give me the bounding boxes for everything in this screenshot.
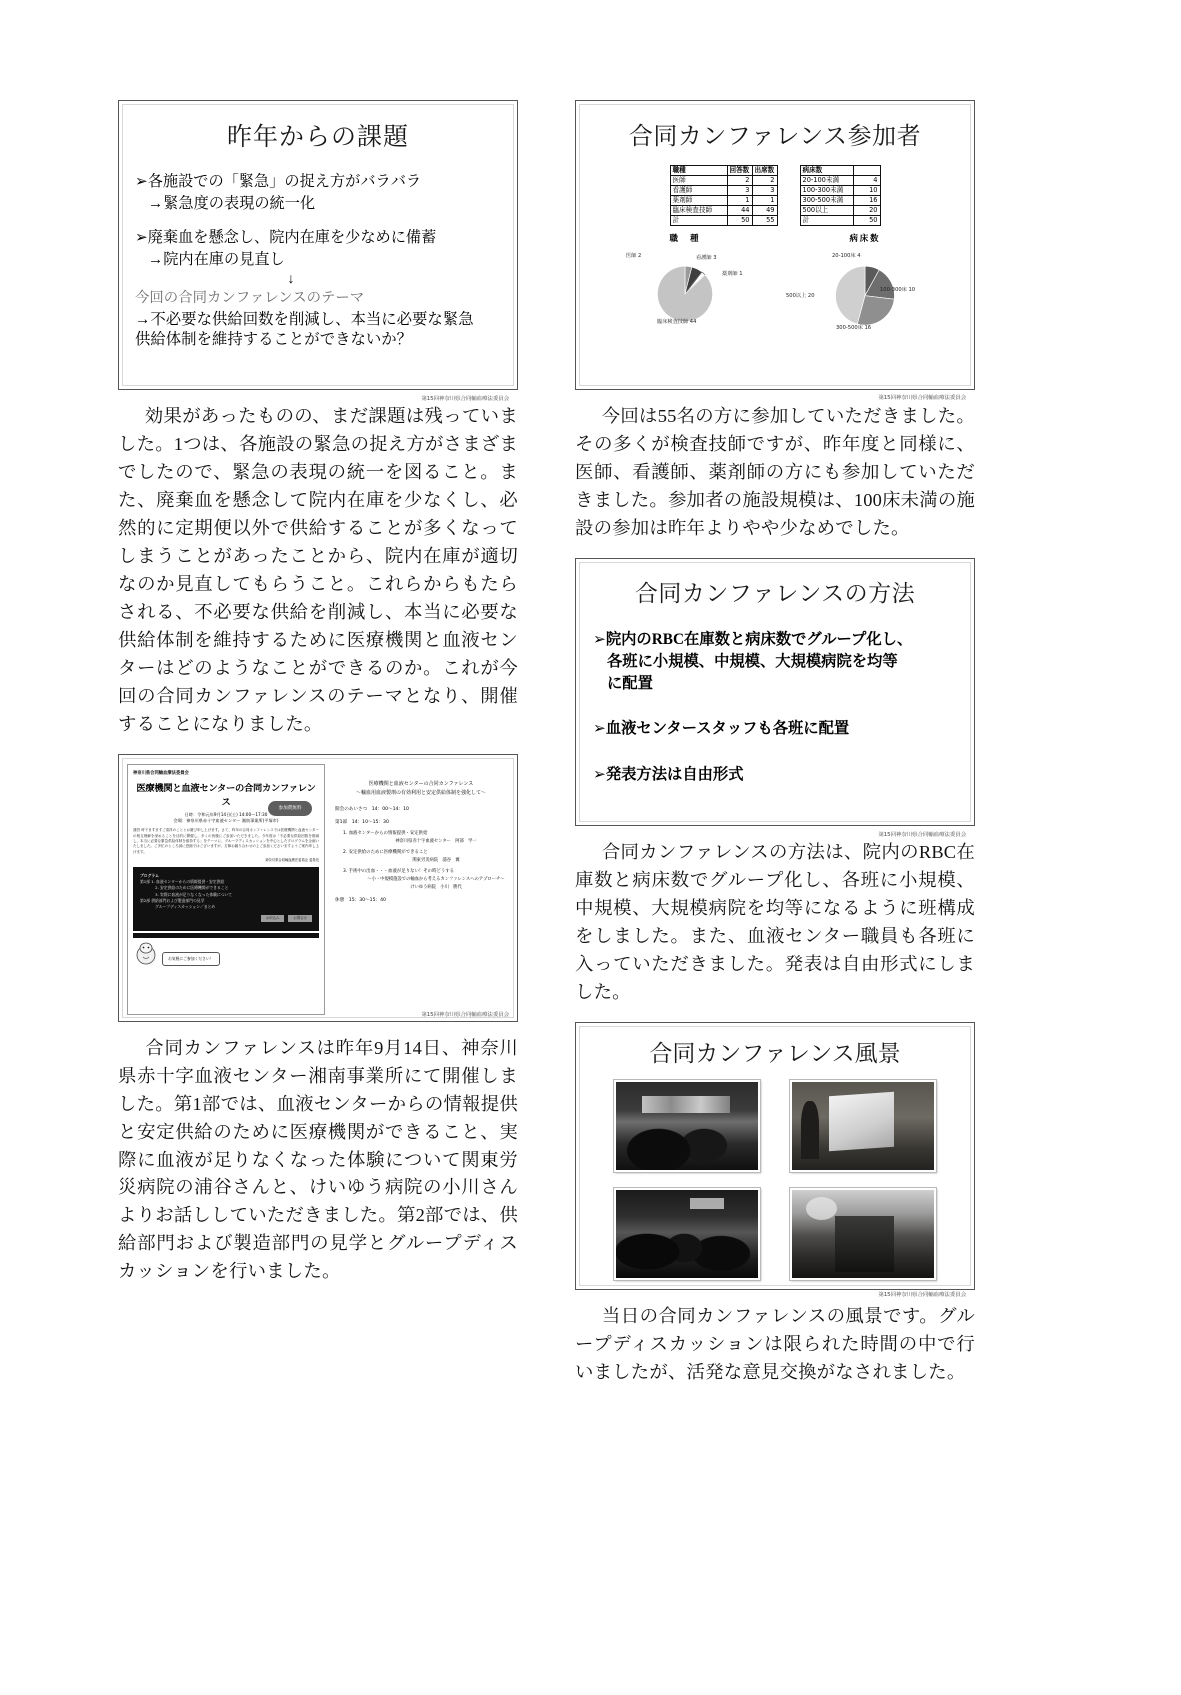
slide1-body xyxy=(135,171,517,350)
right-column xyxy=(575,100,975,1402)
col-bed-count: 病床数 xyxy=(800,166,853,176)
flyer-program-line: 第1部 1. 血液センターからの情報提供・安定供給 xyxy=(140,879,225,885)
bullet-marker: ➢ xyxy=(135,172,148,190)
flyer-program-box xyxy=(133,867,319,931)
flyer-mascot-area xyxy=(133,942,319,966)
left-column xyxy=(118,100,518,1301)
slide4-bullet-3: ➢発表方法は自由形式 xyxy=(593,764,744,783)
participant-tables xyxy=(576,165,974,226)
table-row: 薬剤師 1 1 xyxy=(670,196,777,206)
paragraph-left-2: 合同カンファレンスは昨年9月14日、神奈川県赤十字血液センター湘南事業所にて開催しました。第1部では、血液センターからの情報提供と安定供給のために医療機関ができること、実際に血液が足りなくなった体験について関東労災病院の浦谷さんと、けいゆう病院の小川さんよりお話ししていただきました。第2部では、供給部門および製造部門の見学とグループディスカッションを行いました。 xyxy=(118,1037,518,1282)
bullet-marker: ➢ xyxy=(593,764,606,783)
slide-conference-method xyxy=(575,558,975,838)
table-row: 医師 2 2 xyxy=(670,176,777,186)
agenda-speaker: 神奈川県赤十字血液センター 阿部 学一 xyxy=(395,838,477,844)
flyer-org: 神奈川県合同輸血療法委員会 xyxy=(133,770,189,776)
slide4-title: 合同カンファレンスの方法 xyxy=(634,580,916,607)
flyer-program-line: 3. 実際に血液が足りなくなった体験について xyxy=(140,891,233,897)
conference-photo-2 xyxy=(790,1080,936,1172)
paragraph-right-3: 当日の合同カンファレンスの風景です。グループディスカッションは限られた時間の中で行いましたが、活発な意見交換がなされました。 xyxy=(575,1305,975,1382)
slide4-bullet-2: ➢血液センタースタッフも各班に配置 xyxy=(593,719,850,738)
slide-issues-from-last-year xyxy=(118,100,518,402)
table-header-row xyxy=(670,166,777,176)
slide1-bullet1-main: 各施設での「緊急」の捉え方がバラバラ xyxy=(147,173,422,190)
slide1-bullet2-sub: →院内在庫の見直し xyxy=(148,250,285,268)
bullet-marker: ➢ xyxy=(593,719,606,738)
flyer-when-line2: 会場：神奈川県赤十字血液センター 湘南事業所(平塚市) xyxy=(173,817,279,823)
flyer-when-line1: 日時：令和元年9月14日(土) 14:00～17:30 xyxy=(184,811,268,817)
slide4-footer: 第15回神奈川県合同輸血療法委員会 xyxy=(878,832,966,838)
flyer-body-text: 謹啓 時下ますますご清祥のこととお慶び申し上げます。さて、昨年の合同カンファレンスでは医療機関と血液センターの相互理解を深めることを目的に開催し、多くの皆様にご参加いただきました。今年度は「不必要な供給回数を削減し、本当に必要な緊急供給体制を維持する」をテーマに、グループディスカッションを中心としたプログラムを企画いたしました。ご多忙のところ誠に恐縮ではございますが、万障お繰り合わせの上ご参加くださいますようご案内申し上げます。 xyxy=(133,828,319,854)
conference-photo-1 xyxy=(614,1080,760,1172)
pie2-label-20-100: 20-100床 4 xyxy=(832,253,861,259)
slide2-footer: 第15回神奈川県合同輸血療法委員会 xyxy=(878,395,966,401)
flyer-program-line: グループディスカッション／まとめ xyxy=(140,903,216,909)
table-row: 500以上 20 xyxy=(800,206,880,216)
agenda-title-line1: 医療機関と血液センターの合同カンファレンス xyxy=(368,780,474,787)
slide3-footer: 第15回神奈川県合同輸血療法委員会 xyxy=(421,1011,509,1018)
flyer-free-badge: 参加費無料 xyxy=(268,801,312,816)
pie2-label-300-500: 300-500床 16 xyxy=(836,325,872,331)
paragraph-right-2: 合同カンファレンスの方法は、院内のRBC在庫数と病床数でグループ化し、各班に小規模、中規模、大規模病院を均等になるように班構成をしました。また、血液センター職員も各班に入っていただきました。発表は自由形式にしました。 xyxy=(575,841,975,1002)
agenda-item: 3. 手術中の出血・・・血液が足りない！その時どうする xyxy=(343,868,454,874)
pie1-label-doctor: 医師 2 xyxy=(626,253,642,259)
agenda-item: 1. 血液センターからの情報提供・安定供給 xyxy=(343,830,428,836)
slide1-footer: 第15回神奈川県合同輸血療法委員会 xyxy=(421,396,509,402)
pie1-label-pharmacist: 薬剤師 1 xyxy=(722,271,743,277)
agenda-title-line2: ～輸血用血液製剤の有効利用と安定供給体制を強化して～ xyxy=(355,790,486,797)
slide-conference-photos xyxy=(575,1022,975,1298)
flyer-program-line: 第2部 供給部門および製造部門の見学 xyxy=(140,897,205,903)
pie1-label-technologist: 臨床検査技師 44 xyxy=(657,319,697,325)
slide1-bullet2-main: 廃棄血を懸念し、院内在庫を少なめに備蓄 xyxy=(147,229,437,247)
agenda-speaker: けいゆう病院 小川 勝代 xyxy=(410,884,462,890)
slide5-footer: 第15回神奈川県合同輸血療法委員会 xyxy=(878,1291,966,1298)
flyer-program-head: プログラム xyxy=(140,873,159,879)
flyer-program-line: 2. 安定供給のために医療機関ができること xyxy=(140,885,229,891)
table-row: 臨床検査技師 44 49 xyxy=(670,206,777,216)
table-row: 100-300未満 10 xyxy=(800,186,880,196)
slide1-theme-label: 今回の合同カンファレンスのテーマ xyxy=(135,290,365,307)
slide1-conclusion-line2: 供給体制を維持することができないか？ xyxy=(135,330,413,348)
slide5-title: 合同カンファレンス風景 xyxy=(649,1040,901,1067)
table-bed-count xyxy=(800,165,881,226)
pie2-label-500-plus: 500以上 20 xyxy=(786,293,815,299)
slide4-body xyxy=(593,628,974,786)
mascot-icon xyxy=(133,942,159,966)
mascot-balloon: お気軽にご参加ください！ xyxy=(162,952,220,966)
pie1-label-nurse: 看護師 3 xyxy=(696,255,717,261)
bullet-marker: ➢ xyxy=(593,629,606,648)
slide1-bullet1-sub: →緊急度の表現の統一化 xyxy=(148,194,316,212)
table-row: 看護師 3 3 xyxy=(670,186,777,196)
pie-chart-bed-count xyxy=(780,232,950,342)
photo-grid xyxy=(576,1068,974,1280)
paragraph-left-1: 効果があったものの、まだ課題は残っていました。1つは、各施設の緊急の捉え方がさまざまでしたので、緊急の表現の統一を図ること。また、廃棄血を懸念して院内在庫を少なくし、必然的に定期便以外で供給することが多くなってしまうことがあったことから、院内在庫が適切なのか見直してもらうこと。これらからもたらされる、不必要な供給を削減し、本当に必要な供給体制を維持するために医療機関と血液センターはどのようなことができるのか。これが今回の合同カンファレンスのテーマとなり、開催することになりました。 xyxy=(118,406,518,734)
bullet-marker: ➢ xyxy=(135,228,148,247)
agenda-part1: 第1部 14：10～15：30 xyxy=(335,819,389,825)
table-total-row: 計 50 55 xyxy=(670,216,777,226)
agenda-speaker-sub: ～小・中規模施設での輸血から考えるカンファレンスへのアプローチ～ xyxy=(367,876,505,882)
slide1-title: 昨年からの課題 xyxy=(226,122,409,151)
col-attendees: 出席数 xyxy=(752,166,777,176)
table-occupation xyxy=(670,165,778,226)
slide-conference-flyer xyxy=(118,754,518,1022)
table-row: 300-500未満 16 xyxy=(800,196,880,206)
col-replies: 回答数 xyxy=(727,166,752,176)
conference-photo-4 xyxy=(790,1188,936,1280)
col-bed-value xyxy=(853,166,880,176)
paragraph-right-1: 今回は55名の方に参加していただきました。その多くが検査技師ですが、昨年度と同様に、医師、看護師、薬剤師の方にも参加していただきました。参加者の施設規模は、100床未満の施設の参加は昨年よりやや少なめでした。 xyxy=(575,406,975,538)
pie2-label-100-300: 100-300床 10 xyxy=(880,287,916,293)
table-row: 20-100未満 4 xyxy=(800,176,880,186)
down-arrow-icon: ↓ xyxy=(287,272,295,288)
conference-photo-3 xyxy=(614,1188,760,1280)
agenda-speaker: 関東労災病院 浦谷 翼 xyxy=(412,857,460,863)
participant-charts xyxy=(576,232,974,342)
flyer-apply-button[interactable]: お申込み xyxy=(261,915,285,922)
agenda-item: 2. 安定供給のために医療機関ができること xyxy=(343,849,428,855)
flyer-signature: 神奈川県合同輸血療法委員会 委員長 xyxy=(265,858,319,863)
flyer-poster xyxy=(127,764,325,1015)
col-occupation: 職種 xyxy=(670,166,727,176)
flyer-contact-button[interactable]: お問合せ xyxy=(288,915,312,922)
flyer-agenda xyxy=(325,764,511,1018)
flyer-base-bar xyxy=(133,933,319,938)
pie2-title: 病床数 xyxy=(849,233,881,243)
slide-participants xyxy=(575,100,975,401)
agenda-open: 開会のあいさつ 14：00～14：10 xyxy=(335,806,409,812)
slide2-title: 合同カンファレンス参加者 xyxy=(628,122,922,150)
table-total-row: 計 50 xyxy=(800,216,880,226)
slide4-bullet-1: ➢院内のRBC在庫数と病床数でグループ化し、 各班に小規模、中規模、大規模病院を均等 に配置 xyxy=(593,629,913,693)
pie1-title: 職 種 xyxy=(669,233,701,243)
table-header-row xyxy=(800,166,880,176)
flyer-title: 医療機関と血液センターの合同カンファレンス xyxy=(136,782,316,808)
slide1-conclusion-line1: →不必要な供給回数を削減し、本当に必要な緊急 xyxy=(135,310,474,328)
pie-chart-occupation xyxy=(600,232,770,342)
agenda-part2: 休憩 15：30～15：40 xyxy=(335,897,386,903)
